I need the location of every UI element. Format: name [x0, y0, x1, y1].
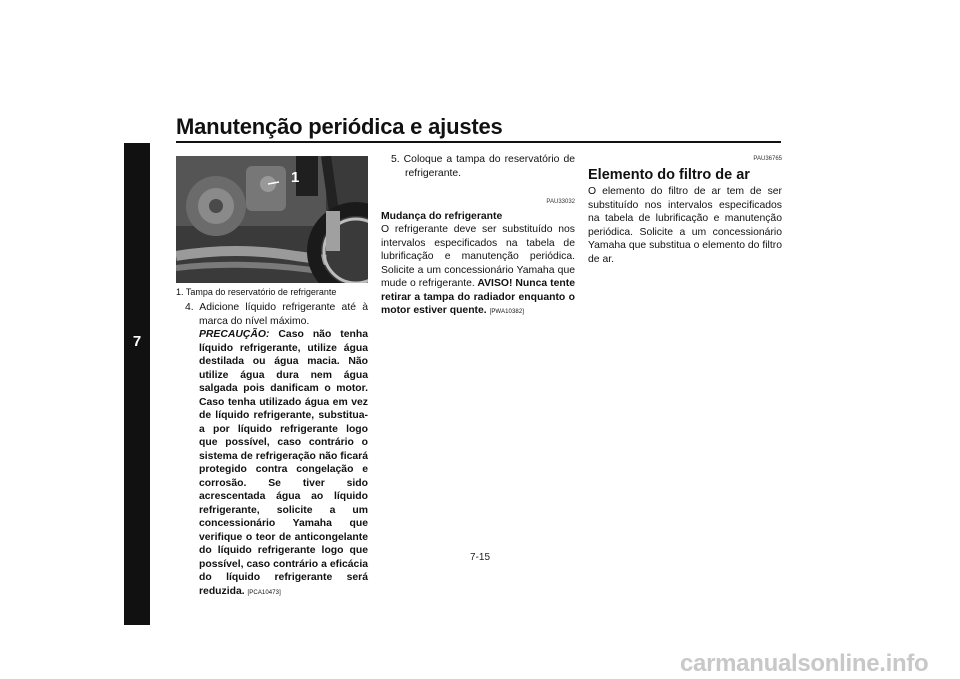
header-rule	[176, 141, 781, 143]
caution-label: PRECAUÇÃO:	[199, 329, 270, 340]
section-body-coolant	[381, 223, 575, 320]
warning-text: AVISO! Nunca tente retirar a tampa do radiador enquanto o motor estiver quente.	[381, 278, 575, 316]
page-title: Manutenção periódica e ajustes	[176, 114, 503, 139]
figure-callout: 1	[291, 169, 300, 186]
section-code-coolant: PAU33032	[546, 199, 575, 205]
chapter-number: 7	[132, 333, 142, 350]
page-number: 7-15	[469, 552, 490, 563]
section-body-air-filter: O elemento do filtro de ar tem de ser substituído nos intervalos especificados na tabela de lubrificação e manutenção periódica. Solicite a um concessionário Yamaha que substitua o elemento do filtro de ar.	[588, 186, 782, 265]
coolant-reservoir-photo	[176, 156, 368, 283]
caution-text: Caso não tenha líquido refrigerante, utilize água destilada ou água macia. Não utilize água dura nem água salgada pois danificam o motor. Caso tenha utilizado água em vez de líquido refrigerante, substitua-a por líquido refrigerante logo que possível, caso contrário o sistema de refrigeração não ficará protegido contra congelação e corrosão. Se tiver sido acrescentada água ao líquido refrigerante, solicite a um concessionário Yamaha que verifique o teor de anticongelante do líquido refrigerante logo que possível, caso contrário a eficácia do líquido refrigerante será reduzida.	[199, 329, 368, 597]
motorcycle-engine-illustration	[176, 156, 368, 283]
section-code-air-filter: PAU36765	[753, 156, 782, 162]
step-5: 5. Coloque a tampa do reservatório de refrigerante.	[391, 154, 575, 179]
warning-code: [PWA10382]	[489, 309, 525, 315]
section-heading-air-filter: Elemento do filtro de ar	[588, 166, 750, 183]
step-4-text: 4. Adicione líquido refrigerante até à marca do nível máximo.	[185, 302, 368, 327]
section-heading-coolant: Mudança do refrigerante	[381, 210, 503, 222]
coolant-body-text: O refrigerante deve ser substituído nos intervalos especificados na tabela de lubrificação e manutenção periódica. Solicite a um concessionário Yamaha que mude o refrigerante.	[381, 224, 575, 289]
caution-code: [PCA10473]	[247, 589, 281, 596]
column-middle	[381, 153, 575, 320]
figure-caption: 1. Tampa do reservatório de refrigerante	[176, 287, 337, 297]
column-right	[588, 153, 782, 266]
svg-text:carmanualsonline.info: carmanualsonline.info	[680, 650, 929, 677]
watermark-logo	[676, 647, 960, 679]
